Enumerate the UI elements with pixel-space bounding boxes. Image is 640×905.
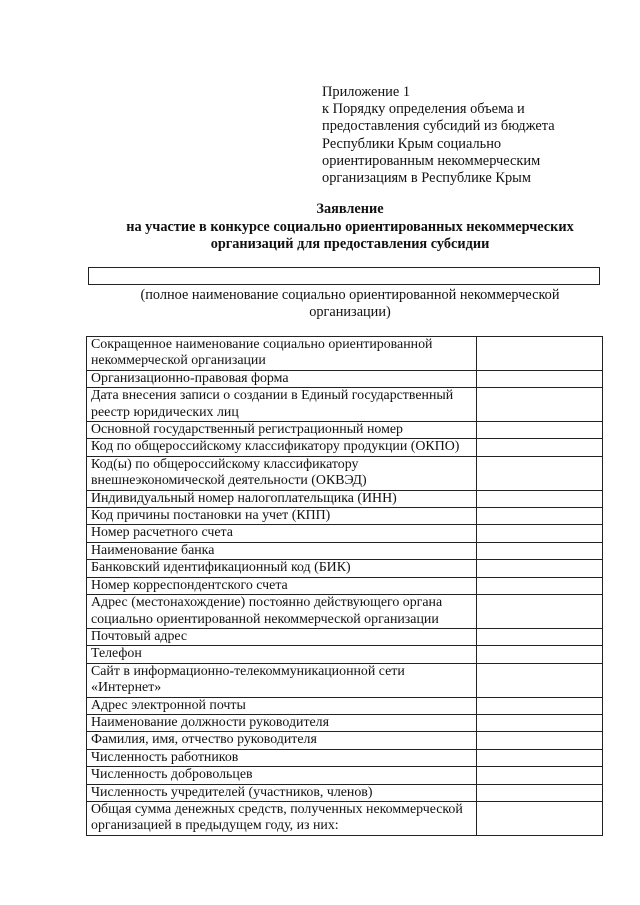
table-row: [87, 714, 603, 731]
row-value-field[interactable]: [476, 422, 602, 439]
row-value-field[interactable]: [476, 577, 602, 594]
row-value-field[interactable]: [476, 732, 602, 749]
table-row: [87, 595, 603, 629]
row-label: Численность добровольцев: [87, 767, 477, 784]
row-label: Код по общероссийскому классификатору продукции (ОКПО): [87, 439, 477, 456]
table-row: [87, 490, 603, 507]
appendix-line: ориентированным некоммерческим: [322, 152, 541, 169]
row-value-field[interactable]: [476, 628, 602, 645]
table-row: [87, 525, 603, 542]
row-value-field[interactable]: [476, 542, 602, 559]
table-row: [87, 337, 603, 371]
row-value-field[interactable]: [476, 560, 602, 577]
table-row: [87, 439, 603, 456]
table-row: [87, 749, 603, 766]
row-label: Фамилия, имя, отчество руководителя: [87, 732, 477, 749]
row-label: Сокращенное наименование социально ориентированной некоммерческой организации: [87, 337, 477, 371]
row-value-field[interactable]: [476, 337, 602, 371]
caption-line: организации): [309, 304, 391, 320]
row-label: Сайт в информационно-телекоммуникационной сети «Интернет»: [87, 663, 477, 697]
row-value-field[interactable]: [476, 784, 602, 801]
row-label: Телефон: [87, 646, 477, 663]
table-row: [87, 732, 603, 749]
row-label: Дата внесения записи о создании в Единый государственный реестр юридических лиц: [87, 388, 477, 422]
table-row: [87, 560, 603, 577]
appendix-line: к Порядку определения объема и: [322, 101, 525, 118]
appendix-header: [322, 84, 622, 187]
row-label: Код(ы) по общероссийскому классификатору внешнеэкономической деятельности (ОКВЭД): [87, 456, 477, 490]
title-line: на участие в конкурсе социально ориентированных некоммерческих: [126, 218, 574, 235]
table-row: [87, 370, 603, 387]
row-value-field[interactable]: [476, 508, 602, 525]
row-label: Номер корреспондентского счета: [87, 577, 477, 594]
row-label: Наименование должности руководителя: [87, 714, 477, 731]
document-title: [60, 201, 640, 254]
table-row: [87, 646, 603, 663]
table-row: [87, 784, 603, 801]
appendix-line: предоставления субсидий из бюджета: [322, 118, 555, 135]
org-full-name-field[interactable]: [88, 267, 600, 285]
appendix-line: Республики Крым социально: [322, 135, 502, 152]
table-row: [87, 663, 603, 697]
title-line: Заявление: [316, 201, 384, 217]
row-label: Номер расчетного счета: [87, 525, 477, 542]
table-row: [87, 456, 603, 490]
table-row: [87, 767, 603, 784]
row-label: Общая сумма денежных средств, полученных некоммерческой организацией в предыдущем году, из них:: [87, 801, 477, 835]
row-value-field[interactable]: [476, 663, 602, 697]
row-value-field[interactable]: [476, 439, 602, 456]
row-label: Адрес (местонахождение) постоянно действующего органа социально ориентированной некоммерческой организации: [87, 595, 477, 629]
caption-line: (полное наименование социально ориентированной некоммерческой: [140, 287, 560, 303]
application-table: [86, 336, 603, 836]
table-row: [87, 697, 603, 714]
table-row: [87, 388, 603, 422]
row-value-field[interactable]: [476, 646, 602, 663]
row-label: Численность учредителей (участников, членов): [87, 784, 477, 801]
application-table-body: [87, 337, 603, 836]
row-label: Адрес электронной почты: [87, 697, 477, 714]
row-value-field[interactable]: [476, 801, 602, 835]
row-label: Почтовый адрес: [87, 628, 477, 645]
row-value-field[interactable]: [476, 490, 602, 507]
row-label: Код причины постановки на учет (КПП): [87, 508, 477, 525]
table-row: [87, 577, 603, 594]
row-value-field[interactable]: [476, 749, 602, 766]
table-row: [87, 422, 603, 439]
table-row: [87, 628, 603, 645]
appendix-line: Приложение 1: [322, 84, 411, 100]
row-value-field[interactable]: [476, 456, 602, 490]
org-full-name-caption: [60, 287, 640, 321]
row-label: Индивидуальный номер налогоплательщика (ИНН): [87, 490, 477, 507]
row-label: Численность работников: [87, 749, 477, 766]
appendix-line: организациям в Республике Крым: [322, 170, 531, 187]
row-value-field[interactable]: [476, 714, 602, 731]
row-value-field[interactable]: [476, 370, 602, 387]
row-label: Наименование банка: [87, 542, 477, 559]
table-row: [87, 801, 603, 835]
title-line: организаций для предоставления субсидии: [210, 236, 490, 252]
row-value-field[interactable]: [476, 767, 602, 784]
table-row: [87, 542, 603, 559]
row-label: Банковский идентификационный код (БИК): [87, 560, 477, 577]
row-value-field[interactable]: [476, 595, 602, 629]
row-value-field[interactable]: [476, 525, 602, 542]
row-label: Организационно-правовая форма: [87, 370, 477, 387]
table-row: [87, 508, 603, 525]
row-label: Основной государственный регистрационный номер: [87, 422, 477, 439]
row-value-field[interactable]: [476, 388, 602, 422]
row-value-field[interactable]: [476, 697, 602, 714]
